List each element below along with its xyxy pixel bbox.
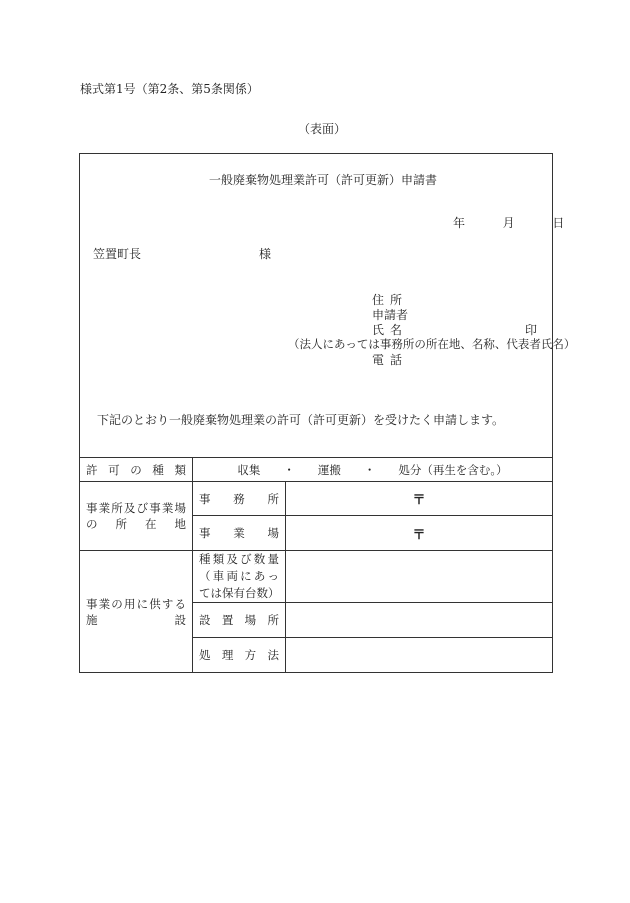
application-title: 一般廃棄物処理業許可（許可更新）申請書 — [209, 173, 438, 187]
site-label: 事 業 場 — [193, 516, 286, 551]
front-side-label: （表面） — [298, 122, 347, 136]
facility-row-type — [80, 551, 553, 603]
date-year-label: 年 — [453, 216, 466, 230]
date-line — [453, 214, 564, 231]
phone-label: 電話 — [372, 353, 409, 367]
type-qty-label-text: 種類及び数量（車両にあっては保有台数） — [199, 552, 280, 600]
address-label: 住所 — [372, 293, 409, 307]
permit-type-row — [80, 458, 553, 482]
install-place-label: 設 置 場 所 — [193, 603, 286, 638]
type-qty-label — [193, 551, 286, 603]
install-place-field[interactable] — [286, 603, 553, 638]
addressee: 笠置町長 — [93, 247, 142, 261]
facility-label-text: 事業の用に供する施 設 — [86, 596, 186, 627]
permit-type-label: 許 可 の 種 類 — [80, 458, 193, 482]
location-label — [80, 482, 193, 551]
location-label-text: 事業所及び事業場の 所 在 地 — [86, 501, 186, 531]
permit-type-value[interactable]: 収集 ・ 運搬 ・ 処分（再生を含む。） — [193, 458, 553, 482]
seal-label: 印 — [525, 323, 538, 337]
applicant-label: 申請者 — [372, 308, 409, 322]
details-table — [79, 457, 553, 673]
corporate-note: （法人にあっては事務所の所在地、名称、代表者氏名） — [288, 337, 576, 351]
date-day-label: 日 — [552, 216, 565, 230]
method-field[interactable] — [286, 638, 553, 673]
honorific: 様 — [259, 247, 272, 261]
form-number: 様式第1号（第2条、第5条関係） — [80, 82, 259, 96]
site-address-field[interactable] — [286, 516, 553, 551]
name-label: 氏名 — [372, 323, 409, 337]
facility-label — [80, 551, 193, 673]
office-address-field[interactable] — [286, 482, 553, 516]
type-qty-field[interactable] — [286, 551, 553, 603]
date-month-label: 月 — [502, 216, 515, 230]
request-statement: 下記のとおり一般廃棄物処理業の許可（許可更新）を受けたく申請します。 — [97, 413, 505, 427]
method-label: 処 理 方 法 — [193, 638, 286, 673]
office-label: 事 務 所 — [193, 482, 286, 516]
postal-mark-icon: 〒 — [412, 527, 426, 543]
postal-mark-icon: 〒 — [412, 493, 426, 508]
location-row-office — [80, 482, 553, 516]
